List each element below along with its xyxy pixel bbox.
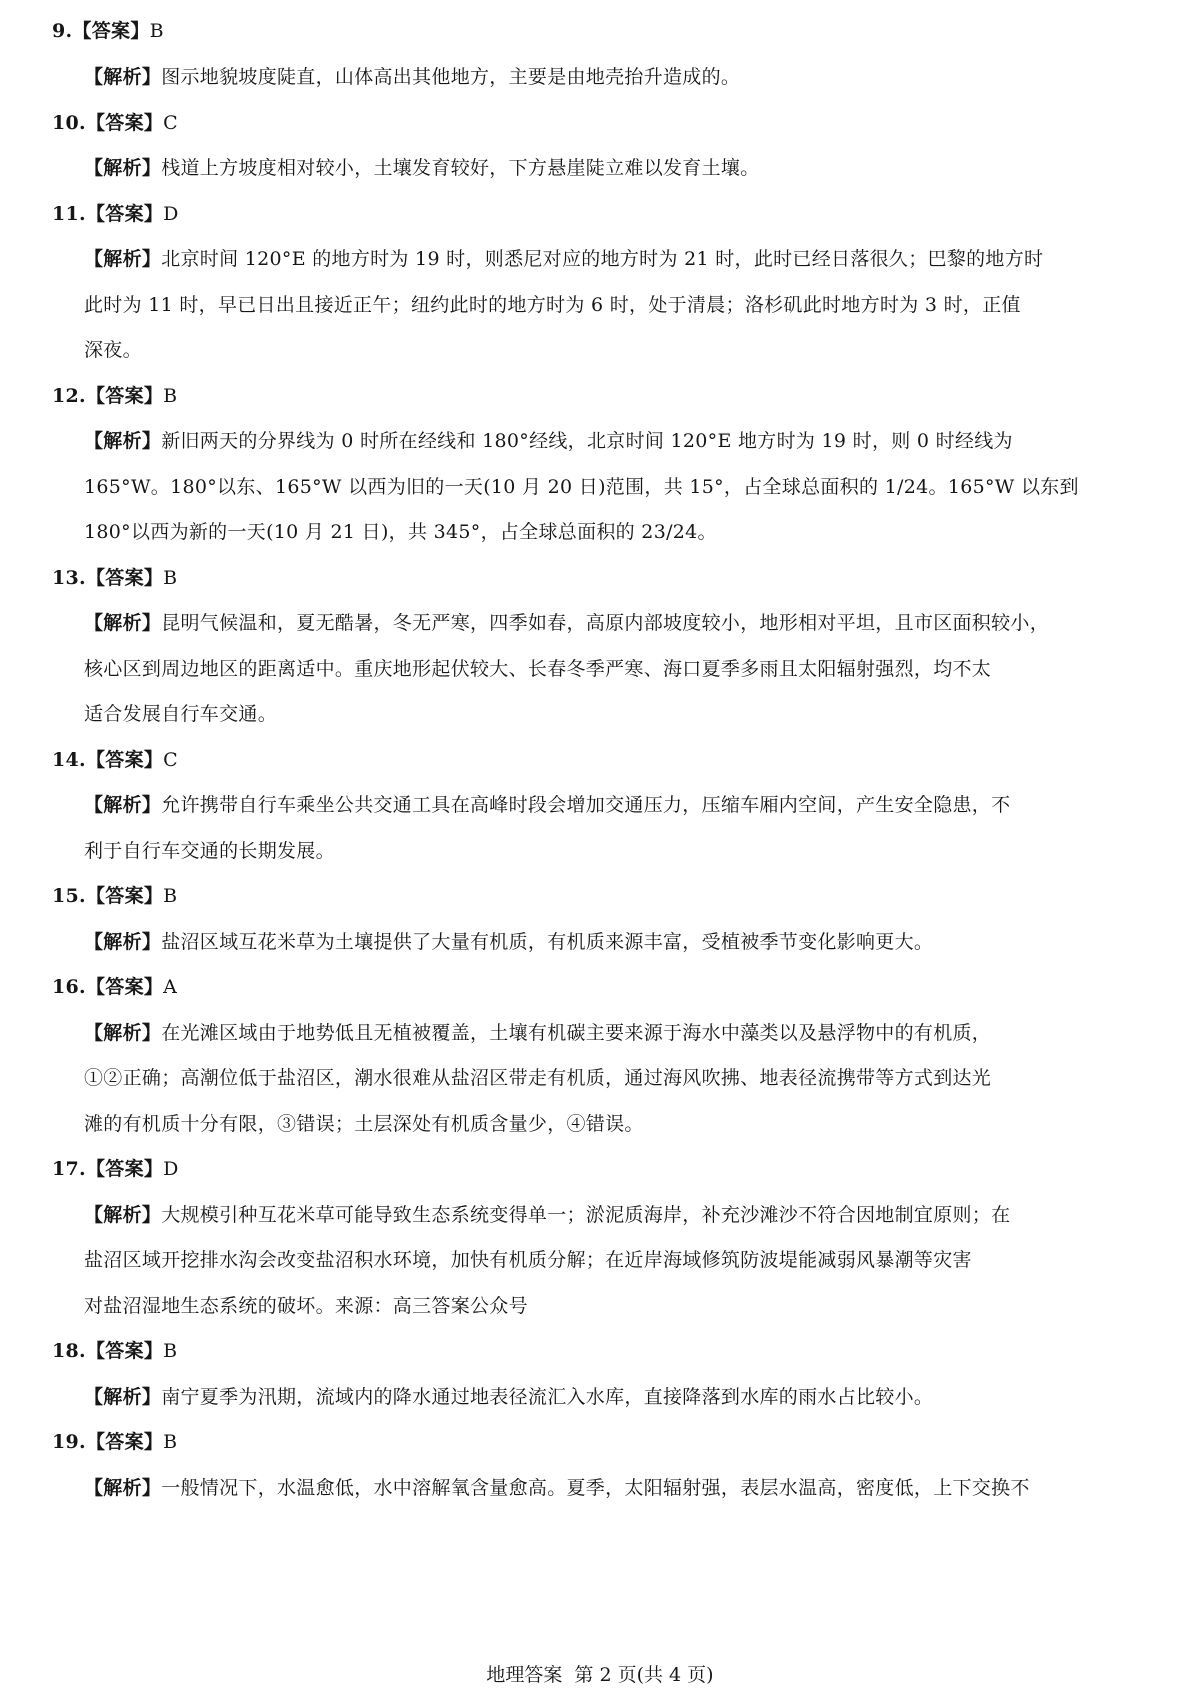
question-17-analysis: 【解析】大规模引种互花米草可能导致生态系统变得单一；淤泥质海岸，补充沙滩沙不符合因地制宜原则；在 [84, 1204, 1011, 1226]
answer-tag: 【答案】 [85, 385, 164, 407]
question-18-analysis: 【解析】南宁夏季为汛期，流域内的降水通过地表径流汇入水库，直接降落到水库的雨水占比较小。 [84, 1386, 934, 1408]
answer-tag: 【答案】 [85, 567, 164, 589]
answer-value: A [163, 976, 178, 998]
answer-tag: 【答案】 [85, 1431, 164, 1453]
question-17-answer: 17.【答案】D [52, 1158, 179, 1180]
answer-value: B [163, 567, 178, 589]
analysis-tag: 【解析】 [84, 612, 162, 634]
analysis-tag: 【解析】 [84, 430, 162, 452]
question-12-answer: 12.【答案】B [52, 385, 178, 407]
question-16-answer: 16.【答案】A [52, 976, 178, 998]
question-16-analysis: 【解析】在光滩区域由于地势低且无植被覆盖，土壤有机碳主要来源于海水中藻类以及悬浮物中的有机质， [84, 1022, 992, 1044]
analysis-tag: 【解析】 [84, 1477, 162, 1499]
question-13-analysis-line-2: 核心区到周边地区的距离适中。重庆地形起伏较大、长春冬季严寒、海口夏季多雨且太阳辐射强烈，均不太 [84, 658, 992, 680]
question-12-analysis-line-3: 180°以西为新的一天(10 月 21 日)，共 345°，占全球总面积的 23/24。 [84, 521, 717, 543]
analysis-tag: 【解析】 [84, 1022, 162, 1044]
question-9-answer: 9.【答案】B [52, 20, 164, 42]
question-14-answer: 14.【答案】C [52, 749, 179, 771]
answer-tag: 【答案】 [85, 203, 164, 225]
question-14-analysis: 【解析】允许携带自行车乘坐公共交通工具在高峰时段会增加交通压力，压缩车厢内空间，产生安全隐患，不 [84, 794, 1011, 816]
answer-tag: 【答案】 [85, 976, 164, 998]
answer-value: D [163, 1158, 179, 1180]
question-12-analysis-line-2: 165°W。180°以东、165°W 以西为旧的一天(10 月 20 日)范围，共 15°，占全球总面积的 1/24。165°W 以东到 [84, 476, 1079, 498]
answer-tag: 【答案】 [85, 112, 164, 134]
question-14-analysis-line-2: 利于自行车交通的长期发展。 [84, 840, 335, 862]
question-10-answer: 10.【答案】C [52, 112, 179, 134]
footer-page-number: 第 2 页(共 4 页) [574, 1664, 714, 1686]
analysis-tag: 【解析】 [84, 794, 162, 816]
question-17-analysis-line-2: 盐沼区域开挖排水沟会改变盐沼积水环境，加快有机质分解；在近岸海域修筑防波堤能减弱风暴潮等灾害 [84, 1249, 972, 1271]
answer-value: C [163, 112, 179, 134]
answer-value: B [163, 385, 178, 407]
answer-tag: 【答案】 [85, 1158, 164, 1180]
analysis-tag: 【解析】 [84, 1204, 162, 1226]
question-19-answer: 19.【答案】B [52, 1431, 178, 1453]
answer-value: B [163, 1340, 178, 1362]
question-10-analysis: 【解析】栈道上方坡度相对较小，土壤发育较好，下方悬崖陡立难以发育土壤。 [84, 157, 760, 179]
answer-value: B [163, 885, 178, 907]
analysis-tag: 【解析】 [84, 931, 162, 953]
question-12-analysis: 【解析】新旧两天的分界线为 0 时所在经线和 180°经线，北京时间 120°E 地方时为 19 时，则 0 时经线为 [84, 430, 1013, 452]
answer-tag: 【答案】 [85, 1340, 164, 1362]
footer-subject: 地理答案 [486, 1664, 563, 1686]
question-9-analysis: 【解析】图示地貌坡度陡直，山体高出其他地方，主要是由地壳抬升造成的。 [84, 66, 741, 88]
question-18-answer: 18.【答案】B [52, 1340, 178, 1362]
analysis-tag: 【解析】 [84, 1386, 162, 1408]
answer-tag: 【答案】 [85, 749, 164, 771]
answer-tag: 【答案】 [85, 885, 164, 907]
analysis-tag: 【解析】 [84, 66, 162, 88]
question-16-analysis-line-3: 滩的有机质十分有限，③错误；土层深处有机质含量少，④错误。 [84, 1113, 644, 1135]
answer-value: B [149, 20, 164, 42]
analysis-tag: 【解析】 [84, 157, 162, 179]
question-11-analysis-line-3: 深夜。 [84, 339, 142, 361]
question-11-analysis: 【解析】北京时间 120°E 的地方时为 19 时，则悉尼对应的地方时为 21 时，此时已经日落很久；巴黎的地方时 [84, 248, 1044, 270]
question-15-analysis: 【解析】盐沼区域互花米草为土壤提供了大量有机质，有机质来源丰富，受植被季节变化影响更大。 [84, 931, 934, 953]
question-17-analysis-line-3: 对盐沼湿地生态系统的破坏。来源：高三答案公众号 [84, 1295, 528, 1317]
question-19-analysis: 【解析】一般情况下，水温愈低，水中溶解氧含量愈高。夏季，太阳辐射强，表层水温高，密度低，上下交换不 [84, 1477, 1030, 1499]
question-13-answer: 13.【答案】B [52, 567, 178, 589]
answer-value: D [163, 203, 179, 225]
page-footer [0, 1662, 1200, 1688]
question-11-answer: 11.【答案】D [52, 203, 179, 225]
question-13-analysis: 【解析】昆明气候温和，夏无酷暑，冬无严寒，四季如春，高原内部坡度较小，地形相对平坦，且市区面积较小， [84, 612, 1050, 634]
answer-value: B [163, 1431, 178, 1453]
question-15-answer: 15.【答案】B [52, 885, 178, 907]
answer-value: C [163, 749, 179, 771]
question-13-analysis-line-3: 适合发展自行车交通。 [84, 703, 278, 725]
analysis-tag: 【解析】 [84, 248, 162, 270]
question-16-analysis-line-2: ①②正确；高潮位低于盐沼区，潮水很难从盐沼区带走有机质，通过海风吹拂、地表径流携带等方式到达光 [84, 1067, 992, 1089]
answer-tag: 【答案】 [72, 20, 150, 42]
question-11-analysis-line-2: 此时为 11 时，早已日出且接近正午；纽约此时的地方时为 6 时，处于清晨；洛杉矶此时地方时为 3 时，正值 [84, 294, 1021, 316]
